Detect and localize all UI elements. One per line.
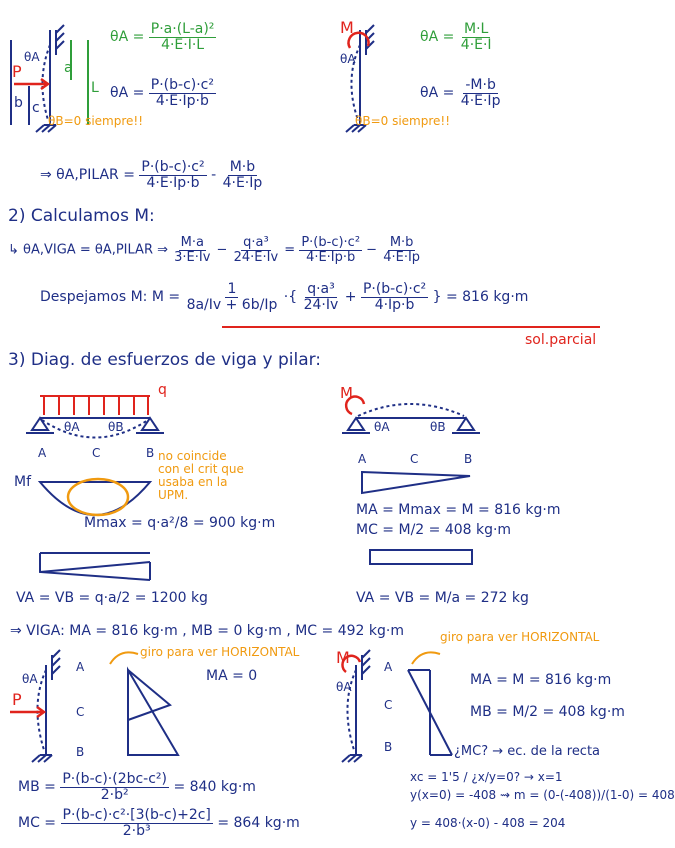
note-line3: usaba en la [158, 475, 228, 489]
moment-diagram-col-right [408, 670, 452, 755]
step2-heading: 2) Calculamos M: [8, 206, 155, 226]
beam-right-ma: MA = Mmax = M = 816 kg·m [356, 502, 561, 518]
mb-res: = 840 kg·m [173, 779, 256, 796]
mc-lhs: MC = [18, 815, 57, 832]
col-left-C: C [76, 705, 85, 719]
beam-left-thetaB: θB [108, 420, 124, 434]
mc-num: P·(b-c)·c²·[3(b-c)+2c] [62, 807, 211, 823]
beam-right-drawing [342, 404, 480, 433]
bending-moment-diagram-left [40, 482, 150, 515]
beam-left-A: A [38, 446, 47, 460]
mc-res: = 864 kg·m [217, 815, 300, 832]
beam-left-shear: VA = VB = q·a/2 = 1200 kg [16, 590, 208, 606]
beam-left-C: C [92, 446, 101, 460]
theta-eq-4 [420, 78, 502, 108]
col-right-ma: MA = M = 816 kg·m [470, 672, 612, 688]
theta-eq-1-den: 4·E·I·L [161, 36, 205, 53]
theta-eq-1-num: P·a·(L-a)² [150, 21, 215, 37]
highlight-ellipse [68, 479, 128, 515]
beam-right-thetaA: θA [374, 420, 390, 434]
beam-left-thetaA: θA [64, 420, 80, 434]
theta-eq-3 [420, 22, 494, 52]
label-P: P [12, 62, 22, 81]
d-num: 1 [227, 281, 237, 297]
load-q: q [158, 382, 167, 398]
label-thetaA-right: θA [340, 52, 356, 66]
despejamos-equation: Despejamos M: M = $\frac{1}{8a/Iv + 6b/Ip}$ ·{ $\frac{\text{q·a³}}{24\cdot Iv}$ + $\frac{\text{P·(b-c)·c²}}{4\cdot Ip\cdot b}$ } = 816 kg·m [40, 281, 529, 313]
note-line4: UPM. [158, 488, 189, 502]
column-left-bottom [32, 650, 60, 762]
label-b: b [14, 95, 23, 111]
step2-equation: ↳ θA,VIGA = θA,PILAR ⇒ $\frac{M\cdot a}{3\cdot E\cdot Iv}$ − $\frac{\text{q·a³}}{24\cdot E\cdot Iv}$ = $\frac{\text{P·(b-c)·c²}}{4\cdot E\cdot Ip\cdot b}$ − $\frac{M\cdot b}{4\cdot E\cdot Ip}$ [8, 235, 421, 265]
col-left-thetaA: θA [22, 672, 38, 686]
t1-num: M·a [180, 235, 204, 250]
beam-right-M: M [340, 384, 353, 402]
bending-moment-diagram-right [362, 472, 470, 493]
rotate-arrow-left [110, 652, 138, 664]
theta-eq-3-den: 4·E·I [460, 36, 492, 53]
pilar-equation [40, 160, 264, 190]
col-left-mc [18, 808, 300, 838]
pilar-den1: 4·E·Ip·b [146, 174, 200, 191]
theta-eq-4-num: -M·b [465, 77, 496, 93]
label-M: M [340, 18, 354, 37]
t4-num: M·b [389, 235, 414, 250]
t2-den: 24·E·Iv [233, 249, 279, 265]
label-L: L [91, 80, 99, 96]
theta-eq-4-den: 4·E·Ip [460, 92, 501, 109]
theta-eq-3-lhs: θA = [420, 29, 455, 46]
col-right-l1: xc = 1'5 / ¿x/y=0? → x=1 [410, 770, 563, 784]
note-line2: con el crit que [158, 462, 244, 476]
beam-left-drawing [26, 418, 164, 438]
t4-den: 4·E·Ip [383, 249, 421, 265]
moment-diagram-col-left [128, 670, 178, 755]
mb-den: 2·b² [100, 786, 129, 803]
b-num2: P·(b-c)·c² [362, 281, 427, 297]
col-left-mb [18, 772, 256, 802]
b-den1: 24·Iv [303, 296, 339, 313]
col-right-A: A [384, 660, 393, 674]
beam-left-Mf: Mf [14, 474, 32, 490]
note-line1: no coincide [158, 449, 227, 463]
distributed-load [40, 396, 150, 415]
theta-eq-2-num: P·(b-c)·c² [150, 77, 214, 93]
t2-num: q·a³ [243, 235, 269, 250]
note-siempre-right: θB=0 siempre!! [355, 114, 451, 128]
theta-eq-2-den: 4·E·Ip·b [155, 92, 209, 109]
step2-lhs: ↳ θA,VIGA = θA,PILAR ⇒ [8, 242, 168, 258]
col-left-giro: giro para ver HORIZONTAL [140, 645, 300, 659]
theta-eq-1 [110, 22, 216, 52]
col-right-question: ¿MC? → ec. de la recta [454, 744, 601, 759]
col-left-P: P [12, 690, 22, 709]
rotate-arrow-right [412, 652, 440, 664]
beam-right-shear: VA = VB = M/a = 272 kg [356, 590, 529, 606]
theta-eq-4-lhs: θA = [420, 85, 455, 102]
beam-right-thetaB: θB [430, 420, 446, 434]
col-left-A: A [76, 660, 85, 674]
theta-eq-2 [110, 78, 216, 108]
theta-eq-1-lhs: θA = [110, 29, 145, 46]
col-right-mb: MB = M/2 = 408 kg·m [470, 704, 625, 720]
theta-eq-2-lhs: θA = [110, 85, 145, 102]
b-den2: 4·Ip·b [374, 296, 415, 313]
beam-right-A: A [358, 452, 367, 466]
pilar-minus: - [211, 167, 217, 184]
mb-lhs: MB = [18, 779, 56, 796]
mb-num: P·(b-c)·(2bc-c²) [62, 771, 168, 787]
col-right-M: M [336, 648, 350, 667]
col-right-thetaA: θA [336, 680, 352, 694]
desp-result: = 816 kg·m [445, 289, 529, 306]
mc-den: 2·b³ [122, 822, 151, 839]
t3-den: 4·E·Ip·b [306, 249, 356, 265]
d-den: 8a/Iv + 6b/Ip [186, 296, 278, 313]
note-no-coincide [158, 450, 244, 502]
col-right-l3: y = 408·(x-0) - 408 = 204 [410, 816, 566, 830]
pilar-num2: M·b [229, 159, 256, 175]
col-left-B: B [76, 745, 85, 759]
note-siempre-left: θB=0 siempre!! [48, 114, 144, 128]
beam-left-mmax: Mmax = q·a²/8 = 900 kg·m [84, 515, 276, 531]
beam-left-B: B [146, 446, 155, 460]
viga-summary: ⇒ VIGA: MA = 816 kg·m , MB = 0 kg·m , MC = 492 kg·m [10, 623, 404, 639]
b-num1: q·a³ [307, 281, 335, 297]
desp-label: Despejamos M: M = [40, 289, 181, 306]
col-right-giro: giro para ver HORIZONTAL [440, 630, 600, 644]
beam-right-B: B [464, 452, 473, 466]
beam-right-C: C [410, 452, 419, 466]
label-c: c [32, 100, 40, 116]
pilar-num1: P·(b-c)·c² [141, 159, 205, 175]
pilar-lhs: ⇒ θA,PILAR = [40, 167, 135, 184]
col-right-l2: y(x=0) = -408 ⇝ m = (0-(-408))/(1-0) = 408 [410, 788, 675, 802]
label-a: a [64, 60, 73, 76]
label-thetaA: θA [24, 50, 40, 64]
col-left-ma: MA = 0 [206, 668, 258, 684]
step3-heading: 3) Diag. de esfuerzos de viga y pilar: [8, 350, 322, 370]
col-right-C: C [384, 698, 393, 712]
t3-num: P·(b-c)·c² [301, 235, 361, 250]
t1-den: 3·E·Iv [174, 249, 211, 265]
shear-diagram-right [370, 550, 472, 564]
beam-right-mc: MC = M/2 = 408 kg·m [356, 522, 512, 538]
col-right-B: B [384, 740, 393, 754]
theta-eq-3-num: M·L [464, 21, 489, 37]
sol-parcial: sol.parcial [525, 332, 597, 348]
pilar-den2: 4·E·Ip [222, 174, 263, 191]
